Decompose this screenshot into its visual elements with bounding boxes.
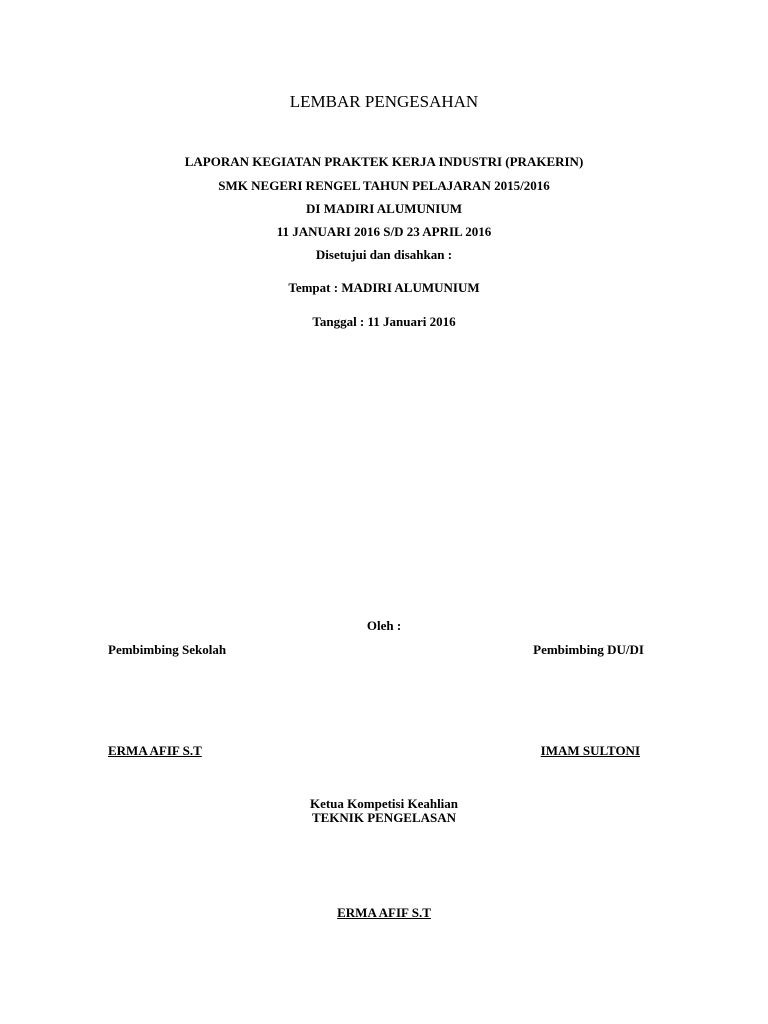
bottom-signer-name: ERMA AFIF S.T (337, 905, 431, 920)
date-line: Tanggal : 11 Januari 2016 (312, 314, 456, 329)
heading-line-4: 11 JANUARI 2016 S/D 23 APRIL 2016 (276, 224, 492, 239)
bottom-signer-role-line-1: Ketua Kompetisi Keahlian (309, 796, 459, 811)
heading-line-2: SMK NEGERI RENGEL TAHUN PELAJARAN 2015/2016 (218, 178, 550, 193)
place-line: Tempat : MADIRI ALUMUNIUM (288, 280, 480, 295)
heading-line-1: LAPORAN KEGIATAN PRAKTEK KERJA INDUSTRI (PRAKERIN) (184, 154, 584, 169)
by-label: Oleh : (366, 618, 402, 633)
left-signer-name: ERMA AFIF S.T (108, 743, 202, 758)
document-title: LEMBAR PENGESAHAN (289, 92, 479, 111)
heading-line-5: Disetujui dan disahkan : (315, 247, 453, 262)
left-signer-role: Pembimbing Sekolah (108, 642, 227, 657)
right-signer-name: IMAM SULTONI (540, 743, 640, 758)
bottom-signer-role-line-2: TEKNIK PENGELASAN (311, 810, 457, 825)
heading-line-3: DI MADIRI ALUMUNIUM (306, 201, 462, 216)
right-signer-role: Pembimbing DU/DI (533, 642, 644, 657)
